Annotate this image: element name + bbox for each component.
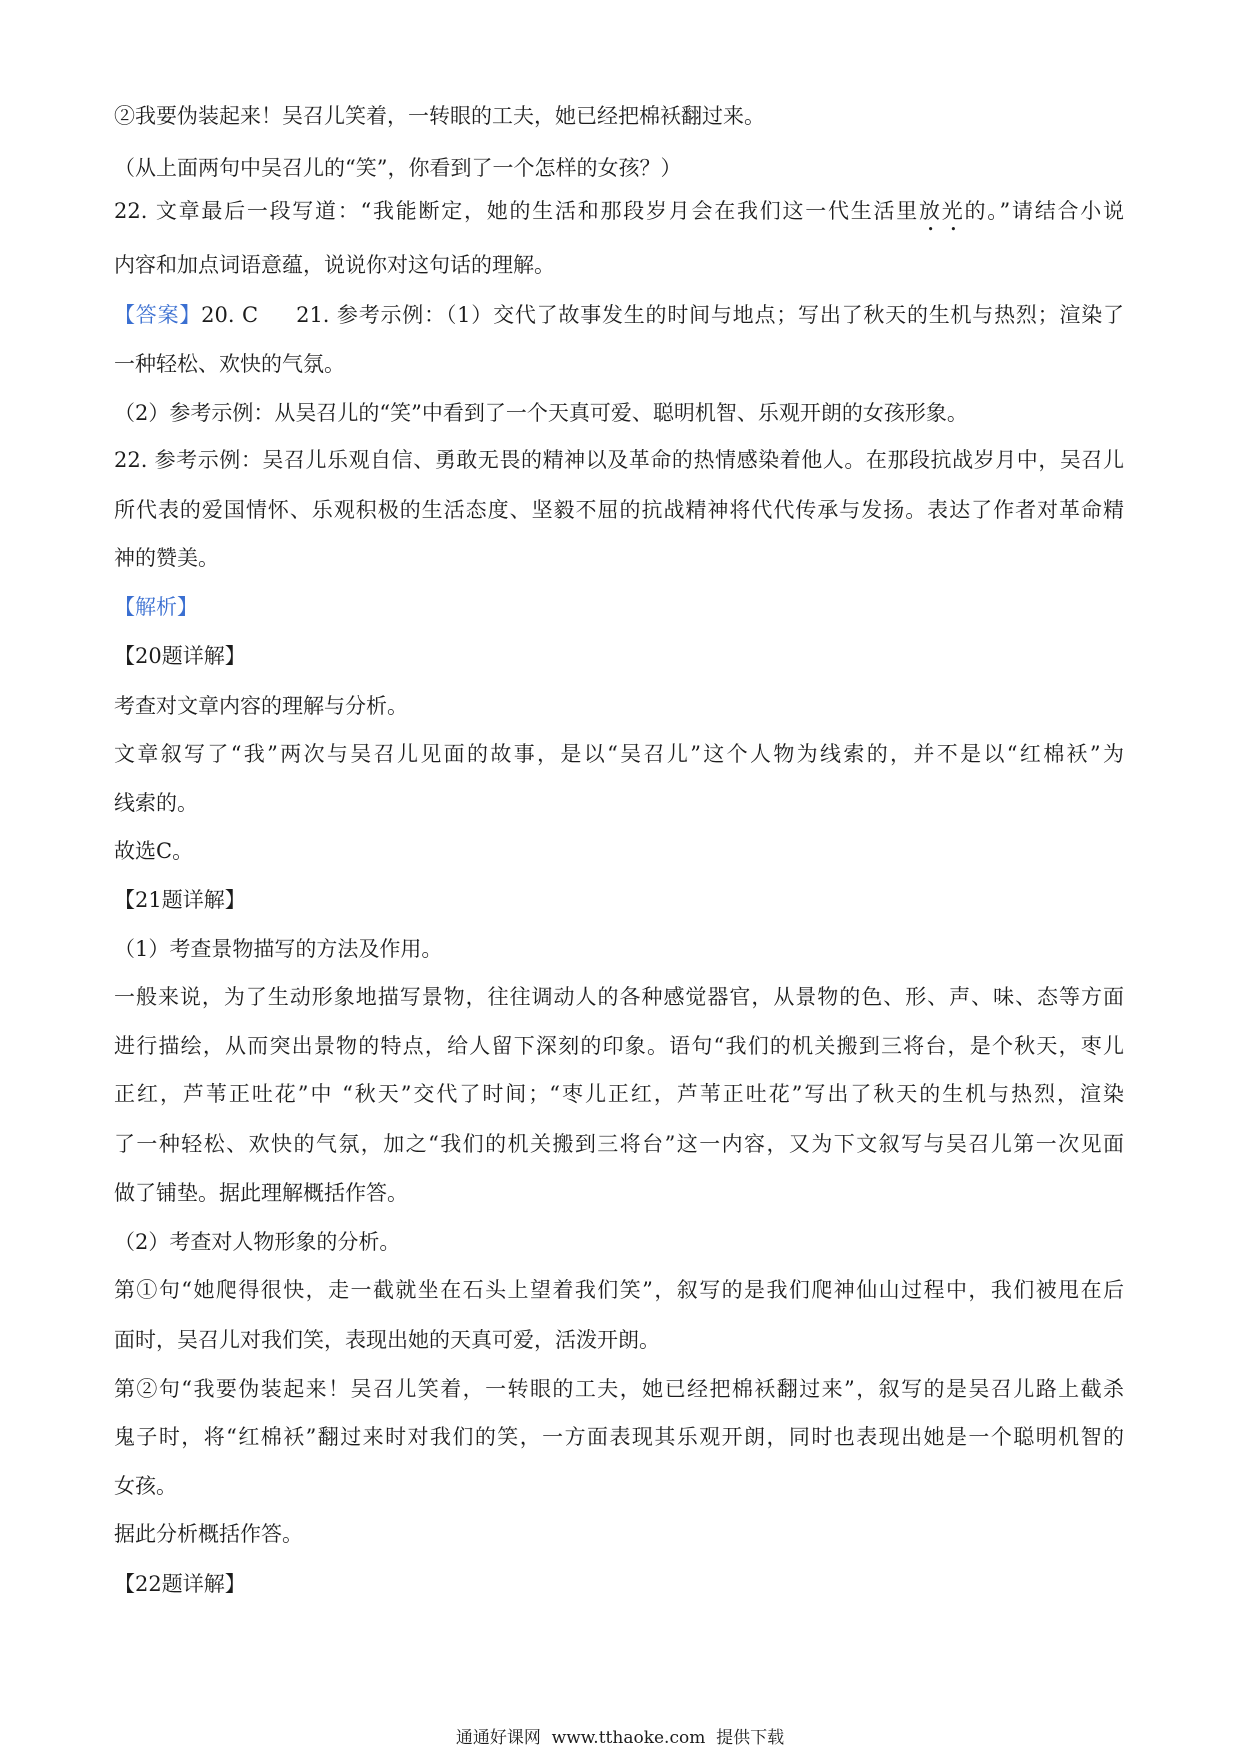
analysis-q21-line-6: 做了铺垫。据此理解概括作答。 [114,1181,408,1205]
question-22-prompt-line-1 [114,196,1124,226]
analysis-q22-heading: 【22题详解】 [114,1572,246,1596]
analysis-q21-line-1: （1）考查景物描写的方法及作用。 [114,937,443,961]
analysis-q21-line-9: 面时，吴召儿对我们笑，表现出她的天真可爱，活泼开朗。 [114,1328,660,1352]
question-22-prompt-after: 的。”请结合小说 [964,199,1124,223]
answer-q21-line-1: 21. 参考示例：（1）交代了故事发生的时间与地点；写出了秋天的生机与热烈；渲染了 [296,303,1125,327]
answer-q21-line-2: 一种轻松、欢快的气氛。 [114,352,345,376]
question-22-prompt-line-2: 内容和加点词语意蕴，说说你对这句话的理解。 [114,253,555,277]
analysis-q21-line-12: 女孩。 [114,1474,177,1498]
analysis-q21-line-10: 第②句“我要伪装起来！吴召儿笑着，一转眼的工夫，她已经把棉袄翻过来”，叙写的是吴召儿路上截杀 [114,1377,1124,1401]
footer-source-note: 通通好课网 www.tthaoke.com 提供下载 [455,1728,785,1748]
analysis-q21-line-5: 了一种轻松、欢快的气氛，加之“我们的机关搬到三将台”这一内容，又为下文叙写与吴召儿第一次见面 [114,1132,1124,1156]
analysis-q20-line-4: 故选C。 [114,839,194,863]
answer-q20: 20. C [201,303,259,327]
answer-q21-line-3: （2）参考示例：从吴召儿的“笑”中看到了一个天真可爱、聪明机智、乐观开朗的女孩形象。 [114,401,968,425]
analysis-q21-line-3: 进行描绘，从而突出景物的特点，给人留下深刻的印象。语句“我们的机关搬到三将台，是个秋天，枣儿 [114,1034,1124,1058]
analysis-q21-line-7: （2）考查对人物形象的分析。 [114,1230,401,1254]
analysis-q20-line-2: 文章叙写了“我”两次与吴召儿见面的故事，是以“吴召儿”这个人物为线索的，并不是以“红棉袄”为 [114,742,1124,766]
question-21-prompt: （从上面两句中吴召儿的“笑”，你看到了一个怎样的女孩？） [114,156,682,180]
analysis-q21-line-8: 第①句“她爬得很快，走一截就坐在石头上望着我们笑”，叙写的是我们爬神仙山过程中，我们被甩在后 [114,1278,1124,1302]
analysis-q21-heading: 【21题详解】 [114,888,246,912]
answer-q22-line-3: 神的赞美。 [114,546,219,570]
analysis-label: 【解析】 [114,595,198,619]
analysis-q20-line-3: 线索的。 [114,791,198,815]
answer-label: 【答案】 [114,303,202,327]
analysis-q21-line-11: 鬼子时，将“红棉袄”翻过来时对我们的笑，一方面表现其乐观开朗，同时也表现出她是一个聪明机智的 [114,1425,1124,1449]
answer-q22-line-1: 22. 参考示例：吴召儿乐观自信、勇敢无畏的精神以及革命的热情感染着他人。在那段抗战岁月中，吴召儿 [114,448,1124,472]
question-22-emphasized-words: 放光 [919,199,965,223]
analysis-q20-heading: 【20题详解】 [114,644,246,668]
analysis-q21-line-13: 据此分析概括作答。 [114,1522,303,1546]
answer-line-1 [114,300,1124,330]
question-22-prompt-before: 22. 文章最后一段写道：“我能断定，她的生活和那段岁月会在我们这一代生活里 [114,199,920,223]
answer-q22-line-2: 所代表的爱国情怀、乐观积极的生活态度、坚毅不屈的抗战精神将代代传承与发扬。表达了作者对革命精 [114,498,1124,522]
analysis-q21-line-2: 一般来说，为了生动形象地描写景物，往往调动人的各种感觉器官，从景物的色、形、声、味、态等方面 [114,985,1124,1009]
analysis-q21-line-4: 正红，芦苇正吐花”中 “秋天”交代了时间；“枣儿正红，芦苇正吐花”写出了秋天的生机与热烈，渲染 [114,1082,1124,1106]
analysis-q20-line-1: 考查对文章内容的理解与分析。 [114,694,408,718]
question-21-sentence-2: ②我要伪装起来！吴召儿笑着，一转眼的工夫，她已经把棉袄翻过来。 [114,104,765,128]
